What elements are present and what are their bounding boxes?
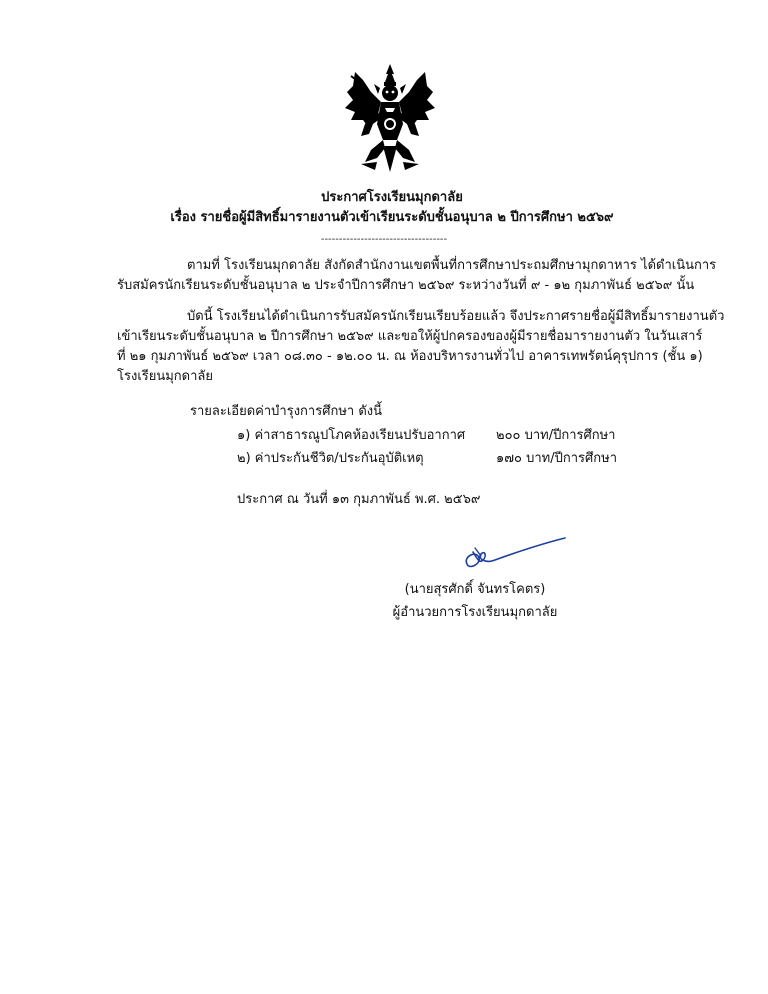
paragraph-1-line-1: ตามที่ โรงเรียนมุกดาลัย สังกัดสำนักงานเขตพื้นที่การศึกษาประถมศึกษามุกดาหาร ได้ดำเนินการ (187, 258, 717, 273)
paragraph-1-line-2: รับสมัครนักเรียนระดับชั้นอนุบาล ๒ ประจำปีการศึกษา ๒๕๖๙ ระหว่างวันที่ ๙ - ๑๒ กุมภาพันธ์ ๒๕๖๙ นั้น (117, 278, 695, 293)
fee-item-amount: ๑๗๐ บาท/ปีการศึกษา (496, 451, 617, 466)
paragraph-2-line-3: ที่ ๒๑ กุมภาพันธ์ ๒๕๖๙ เวลา ๐๘.๓๐ - ๑๒.๐๐ น. ณ ห้องบริหารงานทั่วไป อาคารเทพรัตน์คุรุปการ (ชั้น ๑) (117, 349, 703, 364)
announcement-date: ประกาศ ณ วันที่ ๑๓ กุมภาพันธ์ พ.ศ. ๒๕๖๙ (237, 492, 481, 507)
paragraph-2-line-1: บัดนี้ โรงเรียนได้ดำเนินการรับสมัครนักเรียนเรียบร้อยแล้ว จึงประกาศรายชื่อผู้มีสิทธิ์มารายงานตัว (187, 309, 725, 324)
signatory-name: (นายสุรศักดิ์ จันทรโคตร) (404, 582, 546, 597)
paragraph-2-line-4: โรงเรียนมุกดาลัย (117, 369, 214, 384)
signatory-position: ผู้อำนวยการโรงเรียนมุกดาลัย (392, 605, 558, 620)
announcement-title: ประกาศโรงเรียนมุกดาลัย (321, 190, 463, 205)
announcement-subject: เรื่อง รายชื่อผู้มีสิทธิ์มารายงานตัวเข้าเรียนระดับชั้นอนุบาล ๒ ปีการศึกษา ๒๕๖๙ (170, 210, 614, 225)
garuda-emblem-icon (341, 62, 439, 174)
title-divider: ----------------------------------- (320, 234, 448, 245)
fee-item-label: ๒) ค่าประกันชีวิต/ประกันอุบัติเหตุ (237, 451, 424, 466)
handwritten-signature (455, 530, 575, 580)
fees-heading: รายละเอียดค่าบำรุงการศึกษา ดังนี้ (190, 404, 382, 419)
fee-item-label: ๑) ค่าสาธารณูปโภคห้องเรียนปรับอากาศ (237, 428, 466, 443)
paragraph-2-line-2: เข้าเรียนระดับชั้นอนุบาล ๒ ปีการศึกษา ๒๕๖๙ และขอให้ผู้ปกครองของผู้มีรายชื่อมารายงานตัว ในวันเสาร์ (117, 329, 703, 344)
fee-item-amount: ๒๐๐ บาท/ปีการศึกษา (496, 428, 616, 443)
